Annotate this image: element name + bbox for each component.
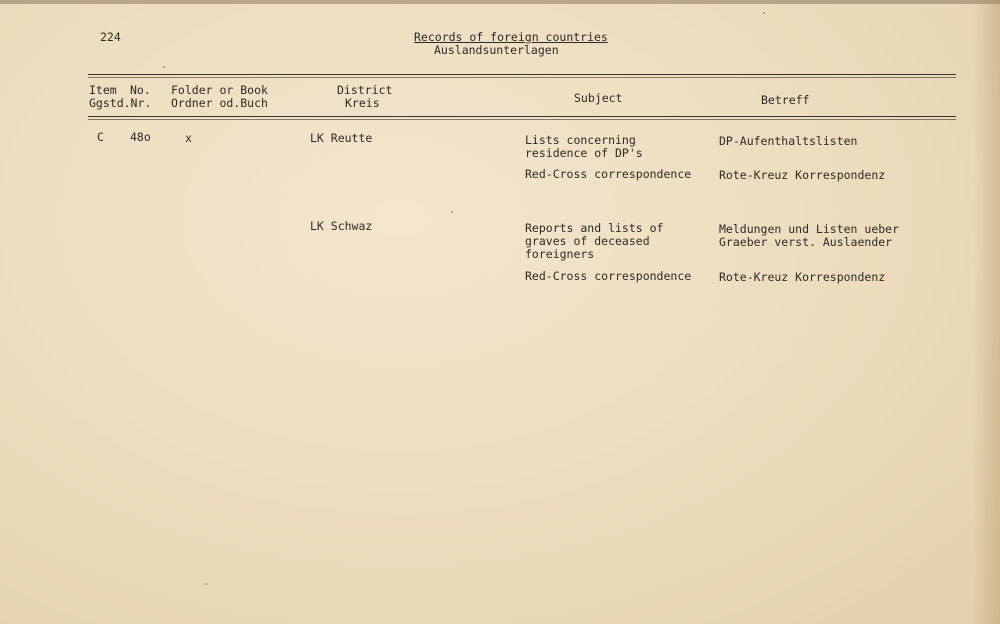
row1-subject-2: Red-Cross correspondence	[525, 167, 692, 181]
row1-subject-1: Lists concerning residence of DP's	[525, 133, 643, 160]
paper-speck	[763, 12, 765, 14]
header-top-rule-2	[88, 77, 956, 78]
page-right-edge	[972, 0, 1000, 624]
paper-speck	[205, 583, 207, 585]
row1-number: 48o	[130, 130, 151, 144]
row1-folder: x	[185, 131, 192, 145]
row2-district: LK Schwaz	[310, 219, 373, 233]
row1-item: C	[97, 130, 104, 144]
paper-speck	[163, 66, 165, 68]
header-item-de: Ggstd.Nr.	[89, 96, 152, 110]
row2-subject-2: Red-Cross correspondence	[525, 269, 692, 283]
header-bottom-rule-2	[88, 119, 956, 120]
row2-subject-1: Reports and lists of graves of deceased foreigners	[525, 221, 664, 261]
header-folder: Folder or Book	[171, 83, 268, 97]
row2-betreff-2: Rote-Kreuz Korrespondenz	[719, 270, 886, 284]
page-top-edge	[0, 0, 1000, 4]
header-subject: Subject	[574, 91, 623, 105]
header-top-rule	[88, 74, 956, 75]
row1-betreff-1: DP-Aufenthaltslisten	[719, 134, 858, 148]
header-no: No.	[130, 83, 151, 97]
header-district-de: Kreis	[345, 96, 380, 110]
header-district: District	[337, 83, 393, 97]
header-bottom-rule	[88, 116, 956, 117]
header-folder-de: Ordner od.Buch	[171, 96, 268, 110]
page-number: 224	[100, 30, 121, 44]
paper-speck	[451, 211, 453, 213]
header-betreff: Betreff	[761, 93, 810, 107]
page-title: Records of foreign countries	[414, 30, 608, 44]
row2-betreff-1: Meldungen und Listen ueber Graeber verst. Auslaender	[719, 222, 900, 249]
header-item: Item	[89, 83, 117, 97]
page-subtitle: Auslandsunterlagen	[434, 43, 559, 57]
row1-district: LK Reutte	[310, 131, 373, 145]
row1-betreff-2: Rote-Kreuz Korrespondenz	[719, 168, 886, 182]
